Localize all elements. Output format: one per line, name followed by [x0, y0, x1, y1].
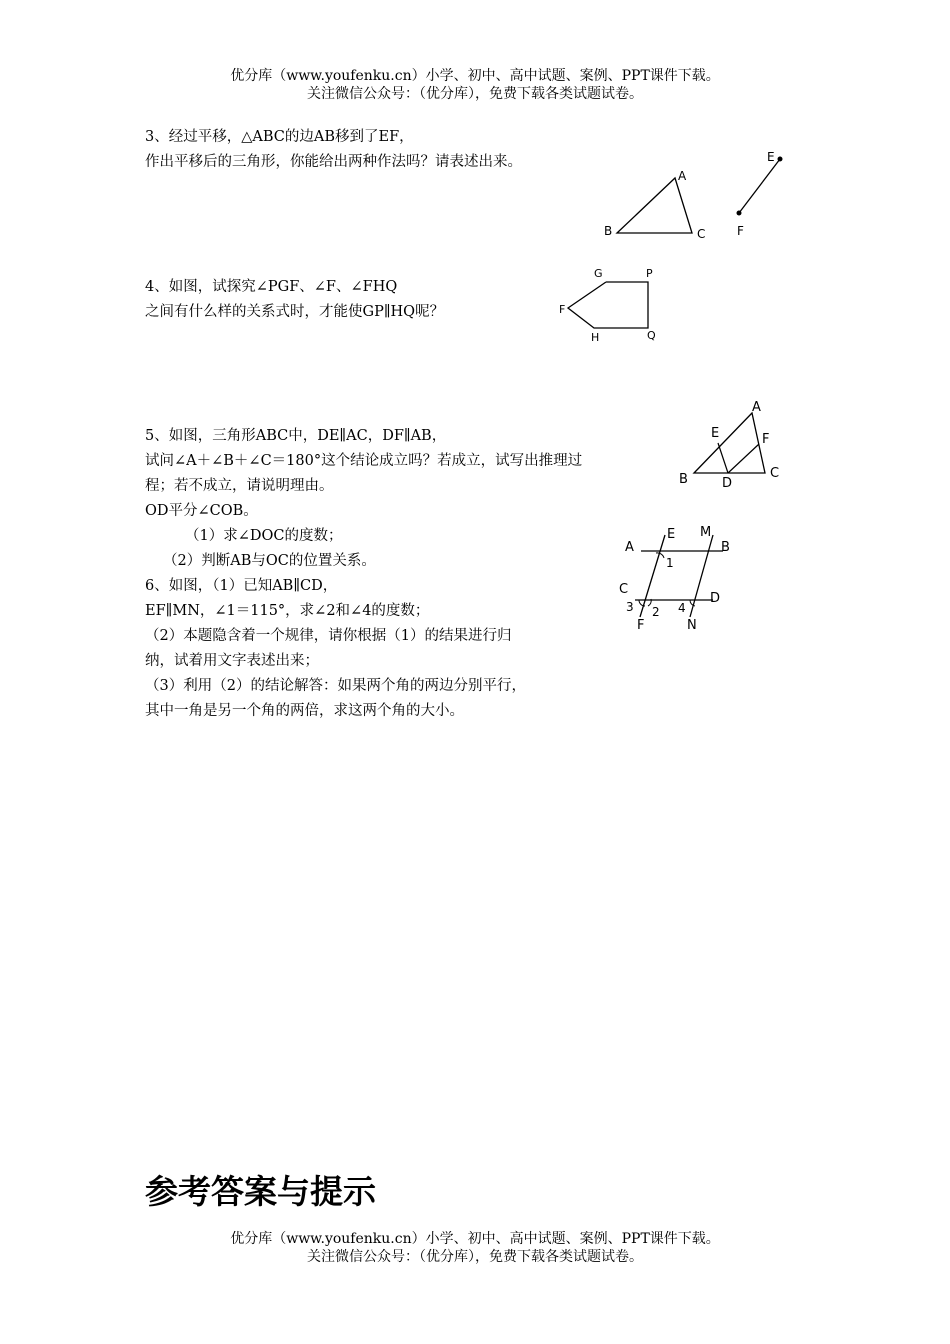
q6-line2: EF∥MN，∠1＝115°，求∠2和∠4的度数； [145, 603, 430, 619]
q5-line3: 程；若不成立，请说明理由。 [145, 478, 334, 494]
label-f: F [637, 618, 645, 633]
q3-line1: 3、经过平移，△ABC的边AB移到了EF， [145, 129, 414, 145]
q4-line1: 4、如图，试探究∠PGF、∠F、∠FHQ [145, 279, 398, 295]
pentagon-fgpqh [568, 282, 648, 328]
label-a: A [625, 540, 634, 555]
q4-figure [555, 263, 670, 348]
label-e: E [711, 426, 720, 441]
q4-line2: 之间有什么样的关系式时，才能使GP∥HQ呢？ [145, 304, 445, 320]
label-a: A [752, 400, 761, 415]
label-q: Q [647, 329, 656, 342]
q5-figure [672, 393, 790, 491]
q6-line6: 其中一角是另一个角的两倍，求这两个角的大小。 [145, 703, 464, 719]
q6-line4: 纳，试着用文字表述出来； [145, 653, 319, 669]
label-g: G [594, 267, 603, 280]
point-e [778, 157, 783, 162]
label-f: F [737, 224, 744, 238]
label-m: M [700, 525, 712, 540]
angle-label-1: 1 [666, 556, 674, 570]
q5-line4: OD平分∠COB。 [145, 503, 258, 519]
label-e: E [667, 527, 676, 542]
label-b: B [679, 472, 688, 487]
page-footer-line2: 关注微信公众号：（优分库），免费下载各类试题试卷。 [307, 1249, 643, 1265]
point-f [737, 211, 742, 216]
q6-line3: （2）本题隐含着一个规律，请你根据（1）的结果进行归 [145, 628, 512, 644]
page-header-line2: 关注微信公众号：（优分库），免费下载各类试题试卷。 [307, 86, 643, 102]
angle-1-arc [656, 553, 664, 558]
q5-line1: 5、如图，三角形ABC中，DE∥AC，DF∥AB， [145, 428, 447, 444]
label-e: E [767, 150, 775, 164]
angle-label-3: 3 [626, 600, 634, 614]
label-f: F [559, 303, 566, 316]
label-d: D [722, 476, 733, 491]
page-header-line1: 优分库（www.youfenku.cn）小学、初中、高中试题、案例、PPT课件下载。 [230, 68, 720, 84]
label-c: C [697, 227, 706, 241]
q5-line6: （2）判断AB与OC的位置关系。 [163, 553, 376, 569]
label-b: B [721, 540, 730, 555]
label-f: F [762, 432, 770, 447]
label-d: D [710, 591, 721, 606]
triangle-abc [694, 413, 765, 473]
label-n: N [687, 618, 697, 633]
label-p: P [646, 267, 653, 280]
label-a: A [678, 169, 687, 183]
angle-label-2: 2 [652, 605, 660, 619]
q5-line5: （1）求∠DOC的度数； [185, 528, 343, 544]
q6-line1: 6、如图，（1）已知AB∥CD， [145, 578, 338, 594]
label-b: B [604, 224, 613, 238]
page-footer-line1: 优分库（www.youfenku.cn）小学、初中、高中试题、案例、PPT课件下载。 [230, 1231, 720, 1247]
segment-de [718, 443, 728, 473]
label-c: C [619, 582, 629, 597]
triangle-abc [617, 178, 692, 233]
q6-figure [615, 520, 740, 635]
segment-ef [739, 159, 780, 213]
label-c: C [770, 466, 780, 481]
q3-line2: 作出平移后的三角形，你能给出两种作法吗？请表述出来。 [145, 154, 522, 170]
angle-label-4: 4 [678, 601, 686, 615]
q6-line5: （3）利用（2）的结论解答：如果两个角的两边分别平行， [145, 678, 526, 694]
answers-title: 参考答案与提示 [145, 1172, 376, 1211]
label-h: H [591, 331, 600, 344]
q3-figure [595, 145, 795, 245]
q5-line2: 试问∠A＋∠B＋∠C＝180°这个结论成立吗？若成立，试写出推理过 [145, 453, 583, 469]
segment-df [728, 444, 759, 473]
